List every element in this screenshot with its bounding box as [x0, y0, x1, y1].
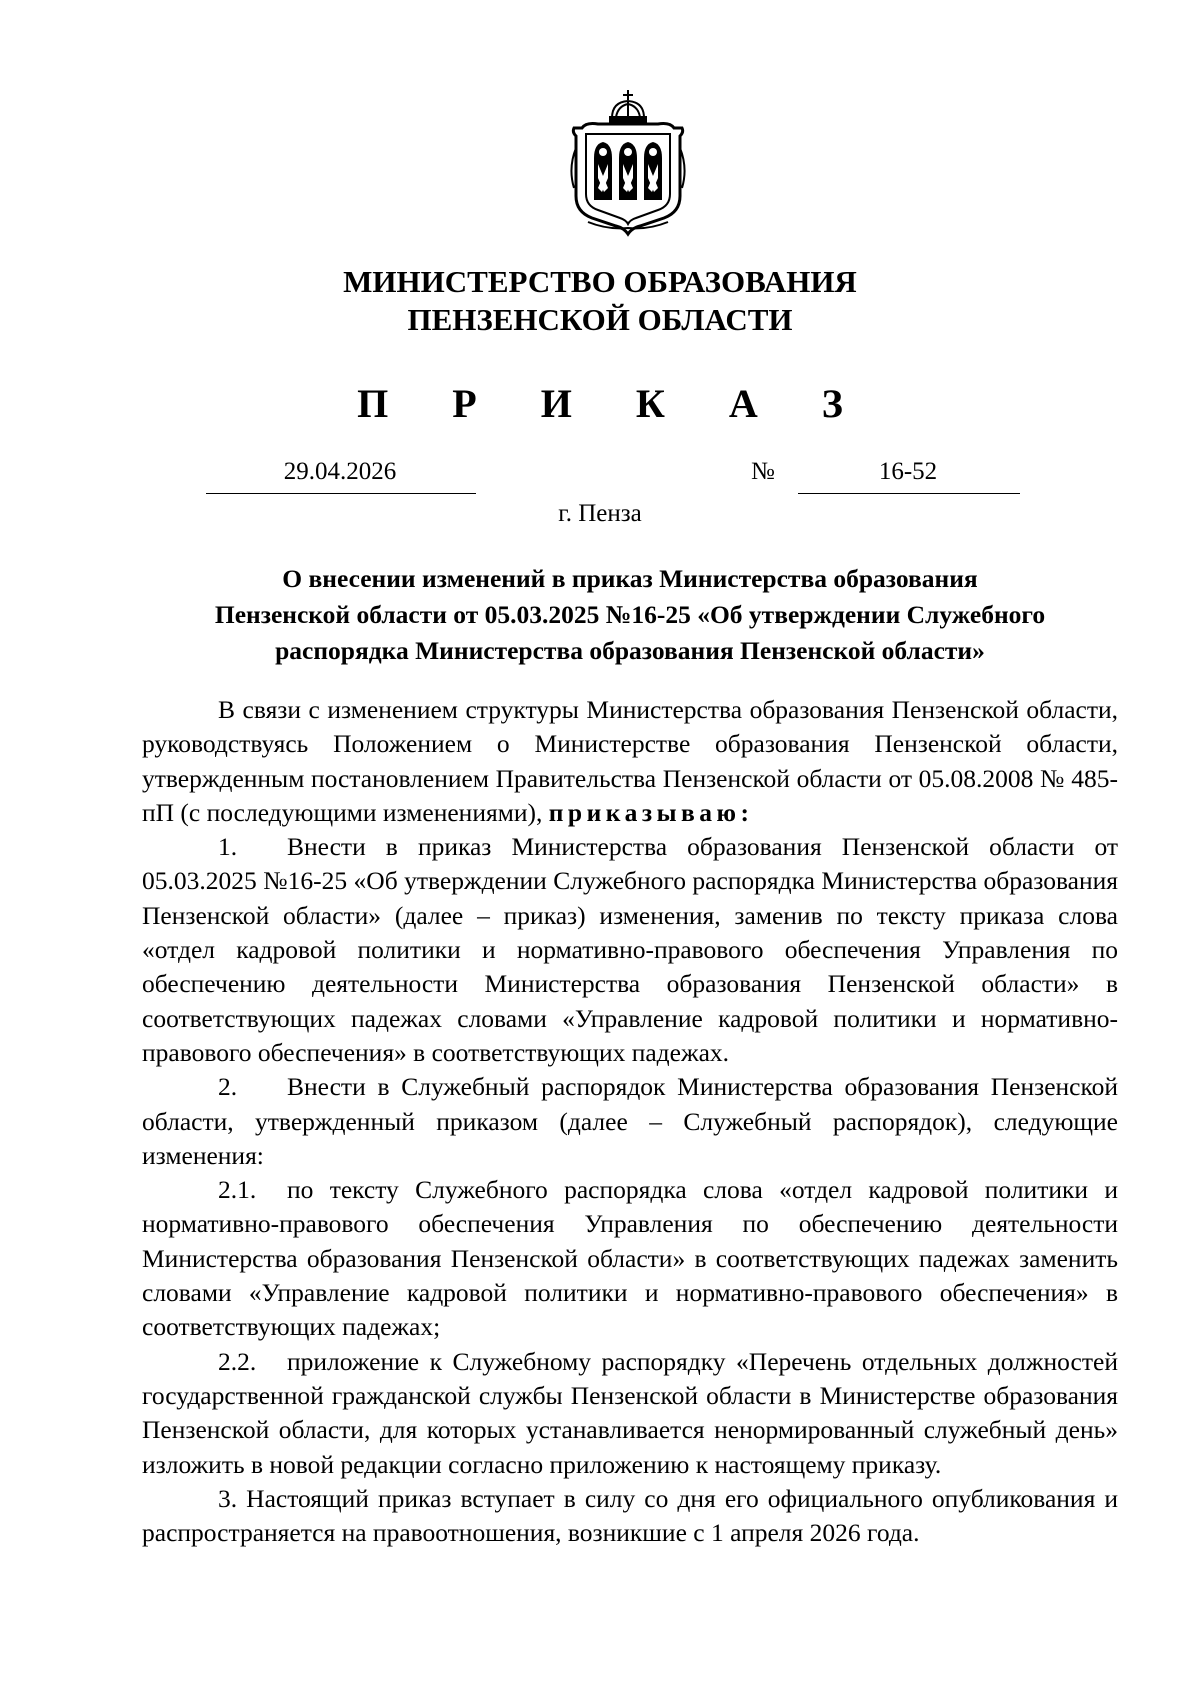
ministry-name-line1: МИНИСТЕРСТВО ОБРАЗОВАНИЯ [343, 264, 857, 299]
ministry-name-line2: ПЕНЗЕНСКОЙ ОБЛАСТИ [407, 302, 793, 337]
item-2-2 [142, 1345, 1118, 1482]
item-3: 3. Настоящий приказ вступает в силу со дня его официального опубликования и распространяется на правоотношения, возникшие с 1 апреля 2026 года. [142, 1483, 1118, 1548]
item-1 [142, 830, 1118, 1070]
subject-line2: Пензенской области от 05.03.2025 №16-25 «Об утверждении Служебного [214, 600, 1046, 629]
coat-of-arms-icon [568, 88, 688, 238]
number-sign: № [751, 458, 775, 485]
item-2-text: Внести в Служебный распорядок Министерства образования Пензенской области, утвержденный приказом (далее – Служебный распорядок), следующие изменения: [142, 1072, 1118, 1170]
order-number: 16-52 [878, 458, 938, 485]
item-2-2-text: приложение к Служебному распорядку «Перечень отдельных должностей государственной гражданской службы Пензенской области в Министерстве образования Пензенской области, для которых устанавливается ненормированный служебный день» изложить в новой редакции согласно приложению к настоящему приказу. [142, 1346, 1118, 1479]
intro-emphasis: приказываю: [548, 797, 754, 827]
item-2-1 [142, 1173, 1118, 1344]
item-2-1-text: по тексту Служебного распорядка слова «отдел кадровой политики и нормативно-правового обеспечения Управления по обеспечению деятельности Министерства образования Пензенской области» в соответствующих падежах заменить словами «Управление кадровой политики и нормативно-правового обеспечения» в соответствующих падежах; [142, 1175, 1118, 1342]
document-type-title: П Р И К А З [357, 381, 870, 426]
subject-line1: О внесении изменений в приказ Министерства образования [282, 564, 978, 593]
intro-paragraph [142, 693, 1118, 830]
item-2-1-number: 2.1. [218, 1175, 257, 1205]
order-body [142, 693, 1118, 1550]
item-1-number: 1. [218, 832, 238, 862]
date-underline [206, 493, 476, 494]
city: г. Пенза [558, 500, 642, 527]
order-date: 29.04.2026 [283, 458, 397, 485]
intro-text: В связи с изменением структуры Министерства образования Пензенской области, руководствуясь Положением о Министерстве образования Пензенской области, утвержденным постановлением Правительства Пензенской области от 05.08.2008 № 485-пП (с последующими изменениями), [142, 695, 1118, 827]
number-underline [798, 493, 1020, 494]
item-2 [142, 1070, 1118, 1173]
item-1-text: Внести в приказ Министерства образования Пензенской области от 05.03.2025 №16-25 «Об утверждении Служебного распорядка Министерства образования Пензенской области» (далее – приказ) изменения, заменив по тексту приказа слова «отдел кадровой политики и нормативно-правового обеспечения Управления по обеспечению деятельности Министерства образования Пензенской области» в соответствующих падежах словами «Управление кадровой политики и нормативно-правового обеспечения» в соответствующих падежах. [142, 832, 1118, 1067]
ministry-name [0, 263, 1200, 339]
item-2-2-number: 2.2. [218, 1346, 257, 1376]
order-subject [140, 561, 1120, 669]
item-2-number: 2. [218, 1072, 238, 1102]
subject-line3: распорядка Министерства образования Пензенской области» [275, 636, 985, 665]
